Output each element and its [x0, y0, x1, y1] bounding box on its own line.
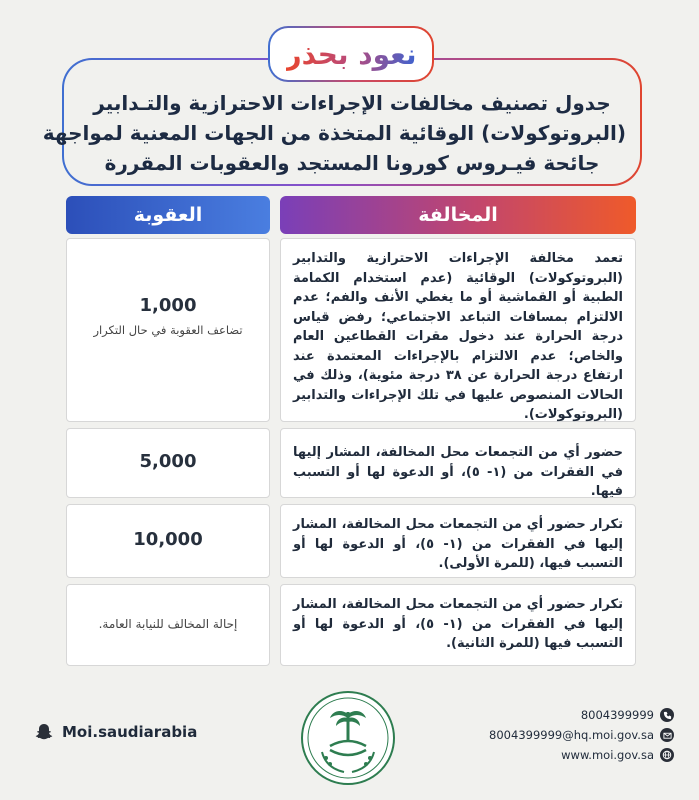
website-url: www.moi.gov.sa	[561, 748, 654, 762]
social-handle: Moi.saudiarabia	[62, 723, 198, 741]
social-handle-group[interactable]	[34, 722, 197, 742]
penalty-cell-4	[66, 584, 270, 666]
phone-number: 8004399999	[580, 708, 654, 722]
penalty-column-header: العقوبة	[66, 196, 270, 234]
penalty-cell-1	[66, 238, 270, 422]
violation-column-header: المخالفة	[280, 196, 636, 234]
email-icon	[660, 728, 674, 742]
violation-text-3: تكرار حضور أي من التجمعات محل المخالفة، المشار إليها في الفقرات من (١- ٥)، أو الدعوة لها أو التسبب فيها، (للمرة الأولى).	[293, 517, 623, 571]
contact-email[interactable]	[478, 728, 674, 742]
contact-website[interactable]	[478, 748, 674, 762]
email-address: 8004399999@hq.moi.gov.sa	[489, 728, 654, 742]
title-line-2: (البروتوكولات) الوقائية المتخذة من الجهات المعنية لمواجهة	[42, 121, 626, 145]
violation-cell-2	[280, 428, 636, 498]
page-title	[42, 88, 626, 178]
penalty-cell-3	[66, 504, 270, 578]
badge-text: نعود بحذر	[285, 37, 417, 71]
penalty-amount-3: 10,000	[133, 529, 203, 550]
violation-cell-4	[280, 584, 636, 666]
contact-phone[interactable]	[478, 708, 674, 722]
title-line-1: جدول تصنيف مخالفات الإجراءات الاحترازية والتـدابير	[93, 91, 611, 115]
penalty-cell-2	[66, 428, 270, 498]
penalty-note-1: تضاعف العقوبة في حال التكرار	[93, 323, 243, 337]
violation-text-4: تكرار حضور أي من التجمعات محل المخالفة، المشار إليها في الفقرات من (١- ٥)، أو الدعوة لها أو التسبب فيها (للمرة الثانية).	[293, 597, 623, 651]
penalty-amount-2: 5,000	[139, 451, 197, 472]
badge	[268, 26, 434, 82]
snapchat-icon	[34, 722, 54, 742]
violation-cell-1	[280, 238, 636, 422]
web-icon	[660, 748, 674, 762]
penalty-note-4: إحالة المخالف للنيابة العامة.	[98, 617, 238, 631]
violation-text-2: حضور أي من التجمعات محل المخالفة، المشار إليها في الفقرات من (١- ٥)، أو الدعوة لها أو التسبب فيها.	[293, 445, 623, 499]
phone-icon	[660, 708, 674, 722]
violation-text-1: تعمد مخالفة الإجراءات الاحترازية والتدابير (البروتوكولات) الوقائية (عدم استخدام الكمامة الطبية أو القماشية أو ما يغطي الأنف والفم؛ عدم الالتزام بمسافات التباعد الاجتماعي؛ رفض قياس درجة الحرارة عند دخول مقرات القطاعين العام والخاص؛ عدم الالتزام بالإجراءات المعتمدة عند ارتفاع درجة الحرارة عن ٣٨ درجة مئوية)، وذلك في الحالات المنصوص عليها في تلك الإجراءات والتدابير (البروتوكولات).	[293, 251, 623, 422]
penalty-amount-1: 1,000	[139, 295, 197, 316]
violation-cell-3	[280, 504, 636, 578]
title-line-3: جائحة فيـروس كورونا المستجد والعقوبات المقررة	[104, 151, 600, 175]
ministry-emblem	[300, 690, 396, 786]
